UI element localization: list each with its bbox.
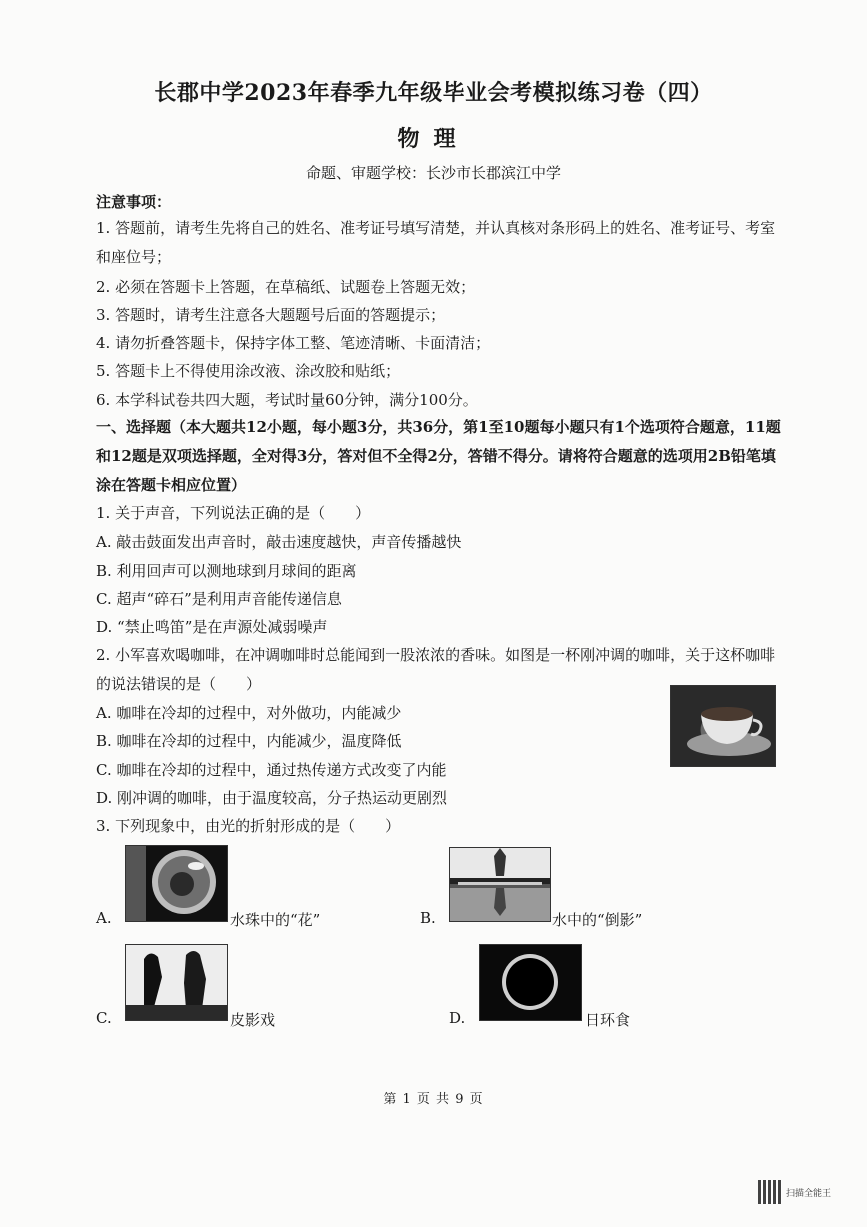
notice-item-6: 6. 本学科试卷共四大题，考试时量60分钟，满分100分。 <box>96 391 478 409</box>
q1-option-a: A. 敲击鼓面发出声音时，敲击速度越快，声音传播越快 <box>96 533 462 551</box>
q2-stem: 2. 小军喜欢喝咖啡，在冲调咖啡时总能闻到一股浓浓的香味。如图是一杯刚冲调的咖啡，关于这杯咖啡的说法错误的是（ ） <box>96 646 776 693</box>
section-heading: 一、选择题（本大题共12小题，每小题3分，共36分，第1至10题每小题只有1个选项符合题意，11题和12题是双项选择题，全对得3分，答对但不全得2分，答错不得分。请将符合题意的选项用2B铅笔填涂在答题卡相应位置） <box>96 418 781 494</box>
water-reflection-photo <box>449 847 551 922</box>
notice-item-1: 1. 答题前，请考生先将自己的姓名、准考证号填写清楚，并认真核对条形码上的姓名、准考证号、考室和座位号； <box>96 219 776 266</box>
q3-stem: 3. 下列现象中，由光的折射形成的是（ ） <box>96 817 401 835</box>
annular-eclipse-photo <box>479 944 582 1021</box>
scanner-watermark <box>758 1180 831 1204</box>
qr-code-icon <box>758 1180 782 1204</box>
q3-option-c-letter: C. <box>96 1009 112 1027</box>
water-drop-flower-photo <box>125 845 228 922</box>
school-line: 命题、审题学校：长沙市长郡滨江中学 <box>305 164 561 182</box>
subject-title: 物理 <box>397 126 470 152</box>
q2-option-a: A. 咖啡在冷却的过程中，对外做功，内能减少 <box>96 704 402 722</box>
q1-stem: 1. 关于声音，下列说法正确的是（ ） <box>96 504 371 522</box>
page-number: 第 1 页 共 9 页 <box>383 1092 484 1107</box>
notice-item-3: 3. 答题时，请考生注意各大题题号后面的答题提示； <box>96 306 446 324</box>
q2-option-c: C. 咖啡在冷却的过程中，通过热传递方式改变了内能 <box>96 761 447 779</box>
shadow-puppet-photo <box>125 944 228 1021</box>
q3-option-d-caption: 日环食 <box>585 1011 631 1029</box>
notice-item-4: 4. 请勿折叠答题卡，保持字体工整、笔迹清晰、卡面清洁； <box>96 334 491 352</box>
q3-option-a-caption: 水珠中的“花” <box>230 911 321 929</box>
q1-option-d: D. “禁止鸣笛”是在声源处减弱噪声 <box>96 618 328 636</box>
q2-option-b: B. 咖啡在冷却的过程中，内能减少，温度降低 <box>96 732 402 750</box>
notice-item-5: 5. 答题卡上不得使用涂改液、涂改胶和贴纸； <box>96 362 401 380</box>
q1-option-c: C. 超声“碎石”是利用声音能传递信息 <box>96 590 342 608</box>
exam-title: 长郡中学2023年春季九年级毕业会考模拟练习卷（四） <box>154 80 713 106</box>
notice-heading: 注意事项： <box>96 193 172 211</box>
q3-option-c-caption: 皮影戏 <box>230 1011 276 1029</box>
q2-option-d: D. 刚冲调的咖啡，由于温度较高，分子热运动更剧烈 <box>96 789 448 807</box>
q3-option-b-letter: B. <box>420 909 436 927</box>
watermark-text: 扫描全能王 <box>786 1188 832 1199</box>
q3-option-b-caption: 水中的“倒影” <box>552 911 643 929</box>
q3-option-d-letter: D. <box>449 1009 466 1027</box>
q1-option-b: B. 利用回声可以测地球到月球间的距离 <box>96 562 357 580</box>
notice-item-2: 2. 必须在答题卡上答题，在草稿纸、试题卷上答题无效； <box>96 278 476 296</box>
q3-option-a-letter: A. <box>96 909 112 927</box>
coffee-cup-photo <box>670 685 776 767</box>
